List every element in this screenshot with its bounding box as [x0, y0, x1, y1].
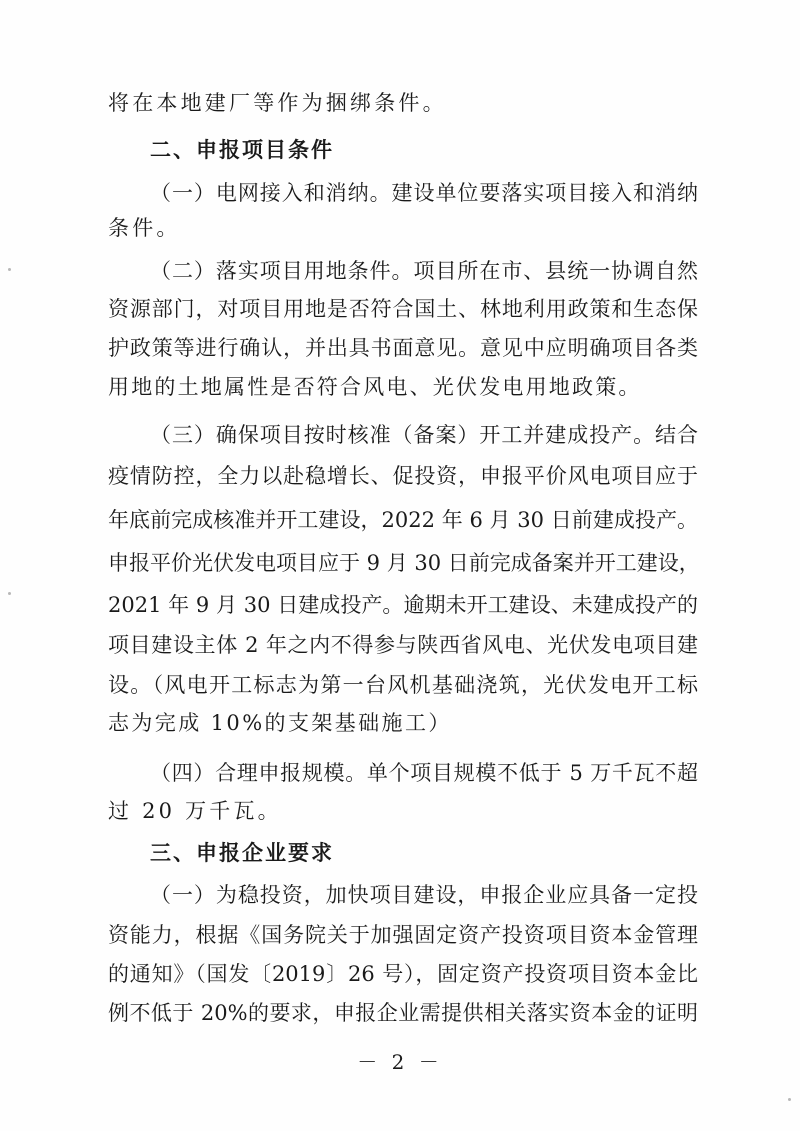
- text-line-22: 的通知》（国发〔2019〕26 号），固定资产投资项目资本金比: [108, 962, 698, 986]
- text-line-3: （一）电网接入和消纳。建设单位要落实项目接入和消纳: [150, 181, 698, 205]
- scan-speck: [8, 268, 11, 271]
- scan-speck: [8, 592, 11, 595]
- text-line-12: 申报平价光伏发电项目应于 9 月 30 日前完成备案并开工建设，: [108, 551, 700, 575]
- text-line-10: 疫情防控，全力以赴稳增长、促投资，申报平价风电项目应于: [108, 464, 698, 488]
- text-line-1: 将在本地建厂等作为捆绑条件。: [108, 91, 447, 115]
- page-number: － 2 －: [357, 1050, 443, 1074]
- text-line-23: 例不低于 20%的要求，申报企业需提供相关落实资本金的证明: [108, 1001, 698, 1025]
- text-line-18: 过 20 万千瓦。: [108, 799, 282, 823]
- text-line-7: 护政策等进行确认，并出具书面意见。意见中应明确项目各类: [108, 336, 698, 360]
- text-line-20: （一）为稳投资，加快项目建设，申报企业应具备一定投: [150, 883, 698, 907]
- section-heading-3: 三、申报企业要求: [150, 841, 334, 865]
- text-line-14: 项目建设主体 2 年之内不得参与陕西省风电、光伏发电项目建: [108, 633, 698, 657]
- text-line-17: （四）合理申报规模。单个项目规模不低于 5 万千瓦不超: [150, 761, 698, 785]
- text-line-4: 条件。: [108, 216, 181, 240]
- section-heading-2: 二、申报项目条件: [150, 138, 334, 162]
- text-line-16: 志为完成 10%的支架基础施工）: [108, 711, 452, 735]
- text-line-21: 资能力，根据《国务院关于加强固定资产投资项目资本金管理: [108, 923, 698, 947]
- text-line-13: 2021 年 9 月 30 日建成投产。逾期未开工建设、未建成投产的: [108, 593, 698, 617]
- text-line-15: 设。（风电开工标志为第一台风机基础浇筑，光伏发电开工标: [108, 673, 698, 697]
- scan-speck: [788, 1098, 791, 1101]
- text-line-11: 年底前完成核准并开工建设，2022 年 6 月 30 日前建成投产。: [108, 508, 698, 532]
- text-line-6: 资源部门，对项目用地是否符合国土、林地利用政策和生态保: [108, 297, 698, 321]
- text-line-9: （三）确保项目按时核准（备案）开工并建成投产。结合: [150, 423, 698, 447]
- text-line-8: 用地的土地属性是否符合风电、光伏发电用地政策。: [108, 375, 642, 399]
- text-line-5: （二）落实项目用地条件。项目所在市、县统一协调自然: [150, 259, 698, 283]
